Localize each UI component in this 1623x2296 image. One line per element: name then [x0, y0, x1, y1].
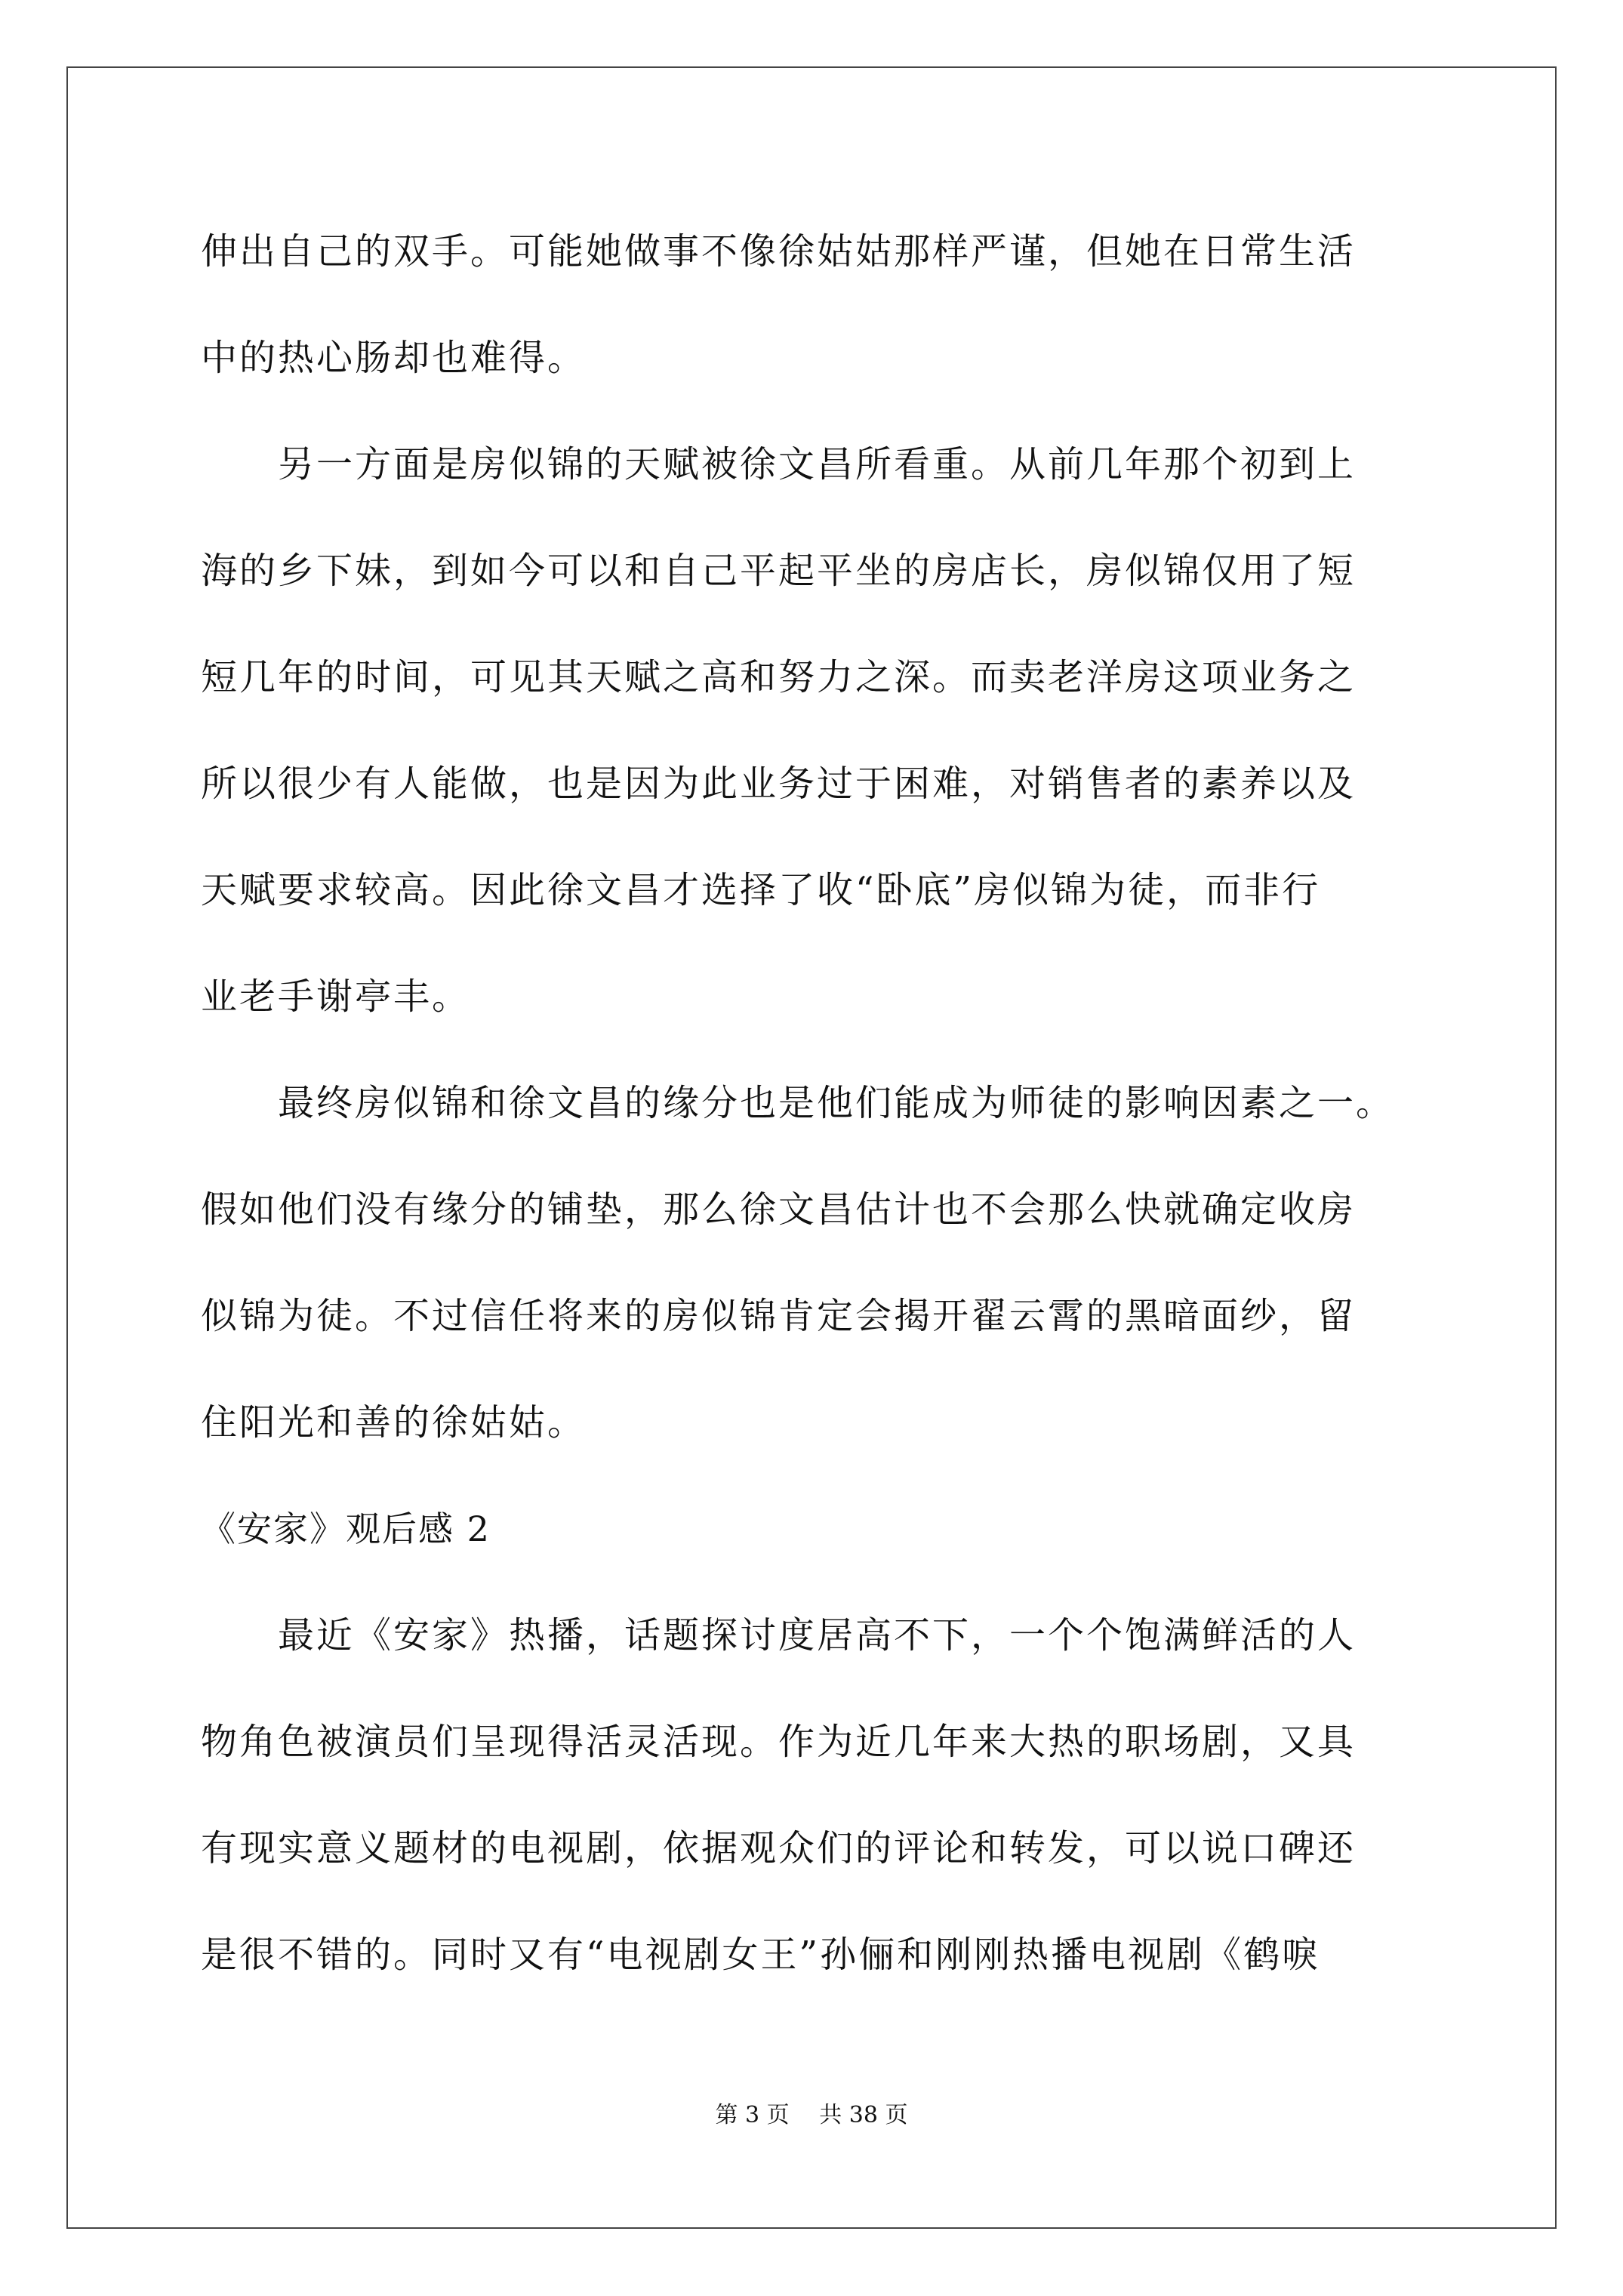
body-text-line: 物角色被演员们呈现得活灵活现。作为近几年来大热的职场剧，又具: [201, 1721, 1357, 1763]
body-text-line: 短几年的时间，可见其天赋之高和努力之深。而卖老洋房这项业务之: [201, 656, 1357, 698]
body-text-line: 假如他们没有缘分的铺垫，那么徐文昌估计也不会那么快就确定收房: [201, 1188, 1357, 1231]
page-number-footer: 第 3 页 共 38 页: [715, 2102, 908, 2128]
body-text-line: 伸出自己的双手。可能她做事不像徐姑姑那样严谨，但她在日常生活: [201, 230, 1357, 273]
body-text-line: 海的乡下妹，到如今可以和自己平起平坐的房店长，房似锦仅用了短: [201, 550, 1357, 592]
body-text-line: 似锦为徒。不过信任将来的房似锦肯定会揭开翟云霄的黑暗面纱，留: [201, 1295, 1357, 1337]
body-text-line: 天赋要求较高。因此徐文昌才选择了收“卧底”房似锦为徒，而非行: [201, 869, 1321, 911]
page-border: [66, 66, 1557, 2229]
body-text-line: 中的热心肠却也难得。: [201, 337, 587, 379]
body-text-line: 住阳光和善的徐姑姑。: [201, 1401, 587, 1444]
body-text-line: 最终房似锦和徐文昌的缘分也是他们能成为师徒的影响因素之一。: [201, 1082, 1395, 1124]
body-text-line: 最近《安家》热播，话题探讨度居高不下，一个个饱满鲜活的人: [201, 1614, 1357, 1657]
body-text-line: 所以很少有人能做，也是因为此业务过于困难，对销售者的素养以及: [201, 763, 1357, 805]
section-heading: 《安家》观后感 2: [201, 1509, 491, 1549]
body-text-line: 业老手谢亭丰。: [201, 975, 471, 1018]
body-text-line: 是很不错的。同时又有“电视剧女王”孙俪和刚刚热播电视剧《鹤唳: [201, 1934, 1321, 1976]
body-text-line: 有现实意义题材的电视剧，依据观众们的评论和转发，可以说口碑还: [201, 1827, 1357, 1869]
body-text-line: 另一方面是房似锦的天赋被徐文昌所看重。从前几年那个初到上: [201, 443, 1357, 485]
